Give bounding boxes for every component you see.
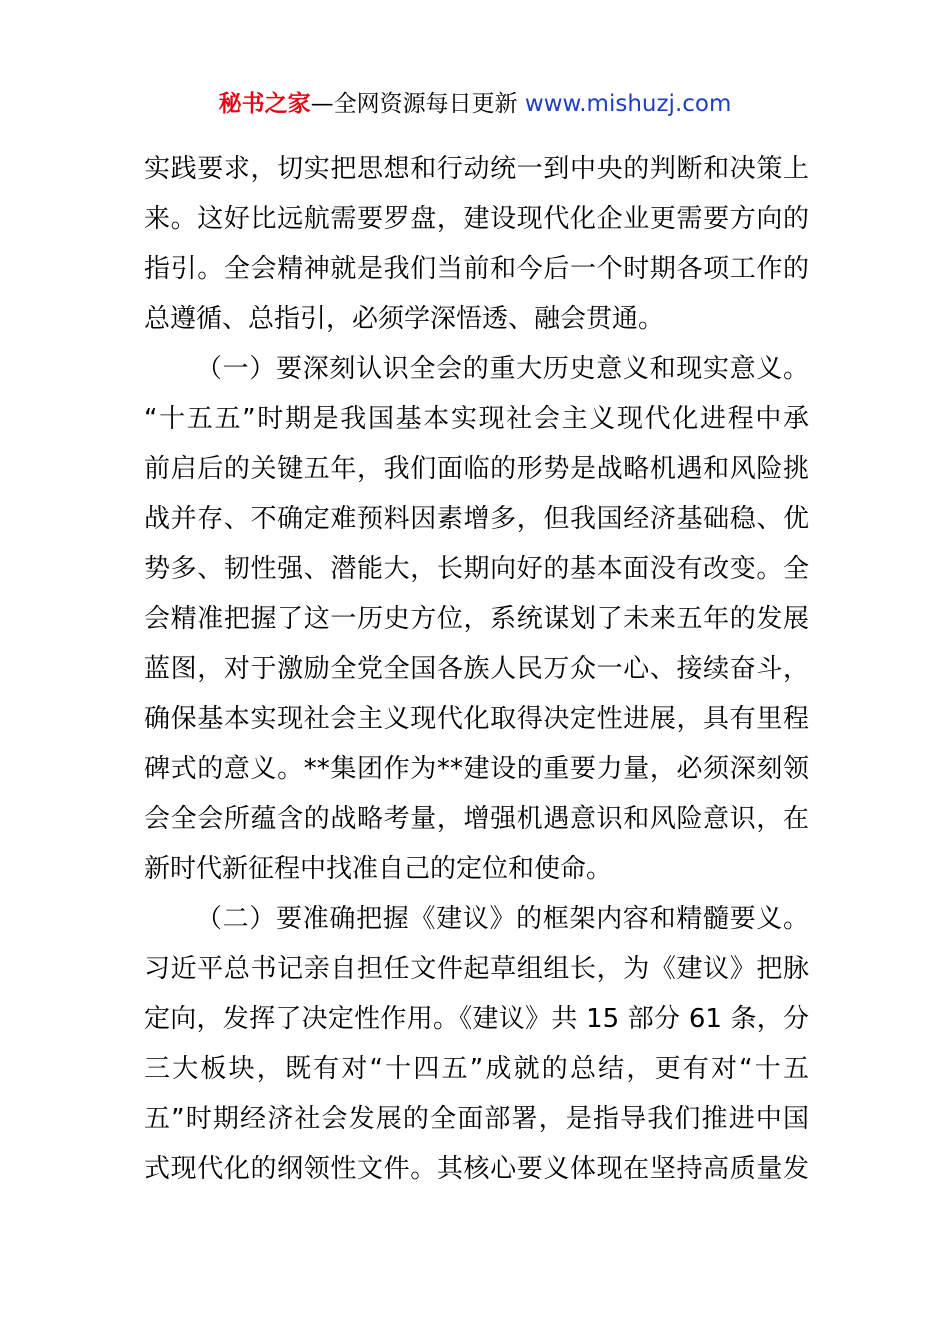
header-tagline: —全网资源每日更新 [310, 91, 525, 117]
text-line: 蓝图，对于激励全党全国各族人民万众一心、接续奋斗， [144, 654, 809, 684]
text-line: 势多、韧性强、潜能大，长期向好的基本面没有改变。全 [144, 554, 809, 584]
section-heading-2: （二）要准确把握《建议》的框架内容和精髓要义。 [196, 904, 809, 934]
text-line: 战并存、不确定难预料因素增多，但我国经济基础稳、优 [144, 504, 809, 534]
text-line: 总遵循、总指引，必须学深悟透、融会贯通。 [144, 304, 665, 334]
text-line: 三大板块，既有对“十四五”成就的总结，更有对“十五 [144, 1054, 809, 1084]
text-line: 定向，发挥了决定性作用。《建议》共 15 部分 61 条，分 [144, 1004, 809, 1034]
document-body [144, 144, 809, 1194]
page-header [0, 86, 950, 122]
text-line: 会精准把握了这一历史方位，系统谋划了未来五年的发展 [144, 604, 809, 634]
text-line: 指引。全会精神就是我们当前和今后一个时期各项工作的 [144, 254, 809, 284]
text-line: 五”时期经济社会发展的全面部署，是指导我们推进中国 [144, 1104, 809, 1134]
text-line: 确保基本实现社会主义现代化取得决定性进展，具有里程 [144, 704, 809, 734]
text-line: 新时代新征程中找准自己的定位和使命。 [144, 854, 613, 884]
text-line: “十五五”时期是我国基本实现社会主义现代化进程中承 [144, 404, 809, 434]
text-line: 式现代化的纲领性文件。其核心要义体现在坚持高质量发 [144, 1154, 809, 1184]
text-line: 前启后的关键五年，我们面临的形势是战略机遇和风险挑 [144, 454, 809, 484]
text-line: 实践要求，切实把思想和行动统一到中央的判断和决策上 [144, 154, 809, 184]
text-line: 来。这好比远航需要罗盘，建设现代化企业更需要方向的 [144, 204, 809, 234]
site-url-link[interactable]: www.mishuzj.com [524, 91, 732, 117]
section-heading-1: （一）要深刻认识全会的重大历史意义和现实意义。 [196, 354, 809, 384]
text-line: 碑式的意义。**集团作为**建设的重要力量，必须深刻领 [144, 754, 809, 784]
brand-name: 秘书之家 [218, 91, 311, 117]
text-line: 会全会所蕴含的战略考量，增强机遇意识和风险意识，在 [144, 804, 809, 834]
text-line: 习近平总书记亲自担任文件起草组组长，为《建议》把脉 [144, 954, 809, 984]
